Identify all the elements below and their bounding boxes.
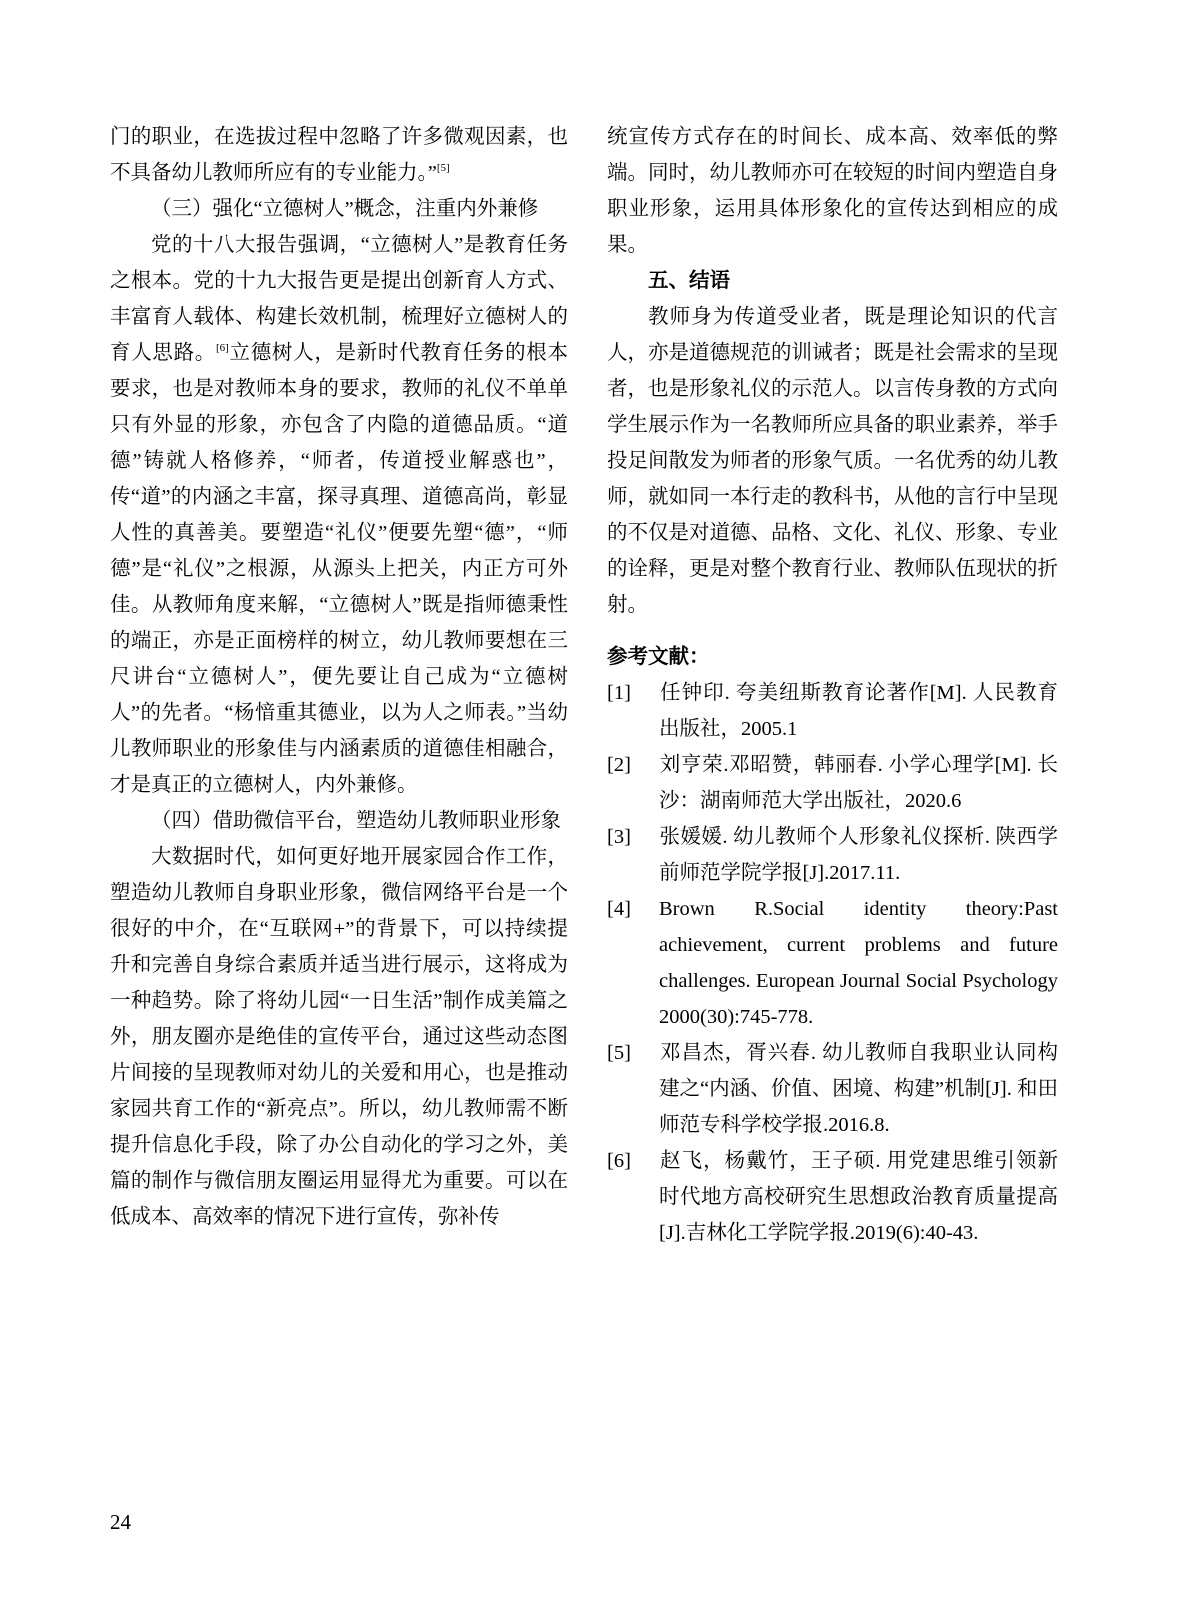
reference-label: [3] <box>607 826 631 848</box>
reference-item-2 <box>607 747 1058 819</box>
footnote-ref-5: [5] <box>436 162 450 175</box>
footnote-ref-6: [6] <box>216 342 229 355</box>
reference-text: 任钟印. 夸美纽斯教育论著作[M]. 人民教育出版社，2005.1 <box>659 682 1058 740</box>
reference-text: 张媛媛. 幼儿教师个人形象礼仪探析. 陕西学前师范学院学报[J].2017.11. <box>659 826 1058 884</box>
paragraph-lide-shuren <box>110 227 568 803</box>
reference-item-4 <box>607 891 1058 1035</box>
reference-text: Brown R.Social identity theory:Past achievement, current problems and future challenges. European Journal Social Psychology 2000(30):745-778. <box>659 898 1058 1028</box>
left-column <box>110 119 568 1235</box>
reference-item-1 <box>607 675 1058 747</box>
section-heading-4: （四）借助微信平台，塑造幼儿教师职业形象 <box>151 810 561 832</box>
reference-label: [6] <box>607 1150 631 1172</box>
paragraph-selection-continuation <box>110 119 568 191</box>
reference-text: 邓昌杰，胥兴春. 幼儿教师自我职业认同构建之“内涵、价值、困境、构建”机制[J]. 和田师范专科学校学报.2016.8. <box>659 1042 1058 1136</box>
reference-label: [4] <box>607 898 631 920</box>
paragraph-text: 门的职业，在选拔过程中忽略了许多微观因素，也不具备幼儿教师所应有的专业能力。” <box>110 126 568 184</box>
references-heading: 参考文献： <box>607 645 710 668</box>
paragraph-wechat: 大数据时代，如何更好地开展家园合作工作，塑造幼儿教师自身职业形象，微信网络平台是一个很好的中介，在“互联网+”的背景下，可以持续提升和完善自身综合素质并适当进行展示，这将成为一种趋势。除了将幼儿园“一日生活”制作成美篇之外，朋友圈亦是绝佳的宣传平台，通过这些动态图片间接的呈现教师对幼儿的关爱和用心，也是推动家园共育工作的“新亮点”。所以，幼儿教师需不断提升信息化手段，除了办公自动化的学习之外，美篇的制作与微信朋友圈运用显得尤为重要。可以在低成本、高效率的情况下进行宣传，弥补传 <box>110 846 568 1228</box>
right-column <box>607 119 1058 1251</box>
reference-item-5 <box>607 1035 1058 1143</box>
reference-item-3 <box>607 819 1058 891</box>
reference-label: [2] <box>607 754 631 776</box>
section-heading-3: （三）强化“立德树人”概念，注重内外兼修 <box>151 198 539 220</box>
paragraph-wechat-continuation: 统宣传方式存在的时间长、成本高、效率低的弊端。同时，幼儿教师亦可在较短的时间内塑造自身职业形象，运用具体形象化的宣传达到相应的成果。 <box>607 126 1058 256</box>
reference-label: [5] <box>607 1042 631 1064</box>
paragraph-conclusion: 教师身为传道受业者，既是理论知识的代言人，亦是道德规范的训诫者；既是社会需求的呈现者，也是形象礼仪的示范人。以言传身教的方式向学生展示作为一名教师所应具备的职业素养，举手投足间散发为师者的形象气质。一名优秀的幼儿教师，就如同一本行走的教科书，从他的言行中呈现的不仅是对道德、品格、文化、礼仪、形象、专业的诠释，更是对整个教育行业、教师队伍现状的折射。 <box>607 306 1058 616</box>
reference-item-6 <box>607 1143 1058 1251</box>
reference-label: [1] <box>607 682 631 704</box>
reference-text: 刘亨荣.邓昭赞，韩丽春. 小学心理学[M]. 长沙：湖南师范大学出版社，2020.6 <box>659 754 1058 812</box>
conclusion-heading: 五、结语 <box>648 269 730 292</box>
paragraph-text: 立德树人，是新时代教育任务的根本要求，也是对教师本身的要求，教师的礼仪不单单只有外显的形象，亦包含了内隐的道德品质。“道德”铸就人格修养，“师者，传道授业解惑也”，传“道”的内涵之丰富，探寻真理、道德高尚，彰显人性的真善美。要塑造“礼仪”便要先塑“德”，“师德”是“礼仪”之根源，从源头上把关，内正方可外佳。从教师角度来解，“立德树人”既是指师德秉性的端正，亦是正面榜样的树立，幼儿教师要想在三尺讲台“立德树人”，便先要让自己成为“立德树人”的先者。“杨愔重其德业，以为人之师表。”当幼儿教师职业的形象佳与内涵素质的道德佳相融合，才是真正的立德树人，内外兼修。 <box>110 342 569 796</box>
page-number: 24 <box>110 1510 131 1534</box>
paragraph-text: 党的十八大报告强调，“立德树人”是教育任务之根本。党的十九大报告更是提出创新育人方式、丰富育人载体、构建长效机制，梳理好立德树人的育人思路。 <box>110 234 568 364</box>
reference-text: 赵飞，杨戴竹，王子硕. 用党建思维引领新时代地方高校研究生思想政治教育质量提高[J].吉林化工学院学报.2019(6):40-43. <box>659 1150 1058 1244</box>
